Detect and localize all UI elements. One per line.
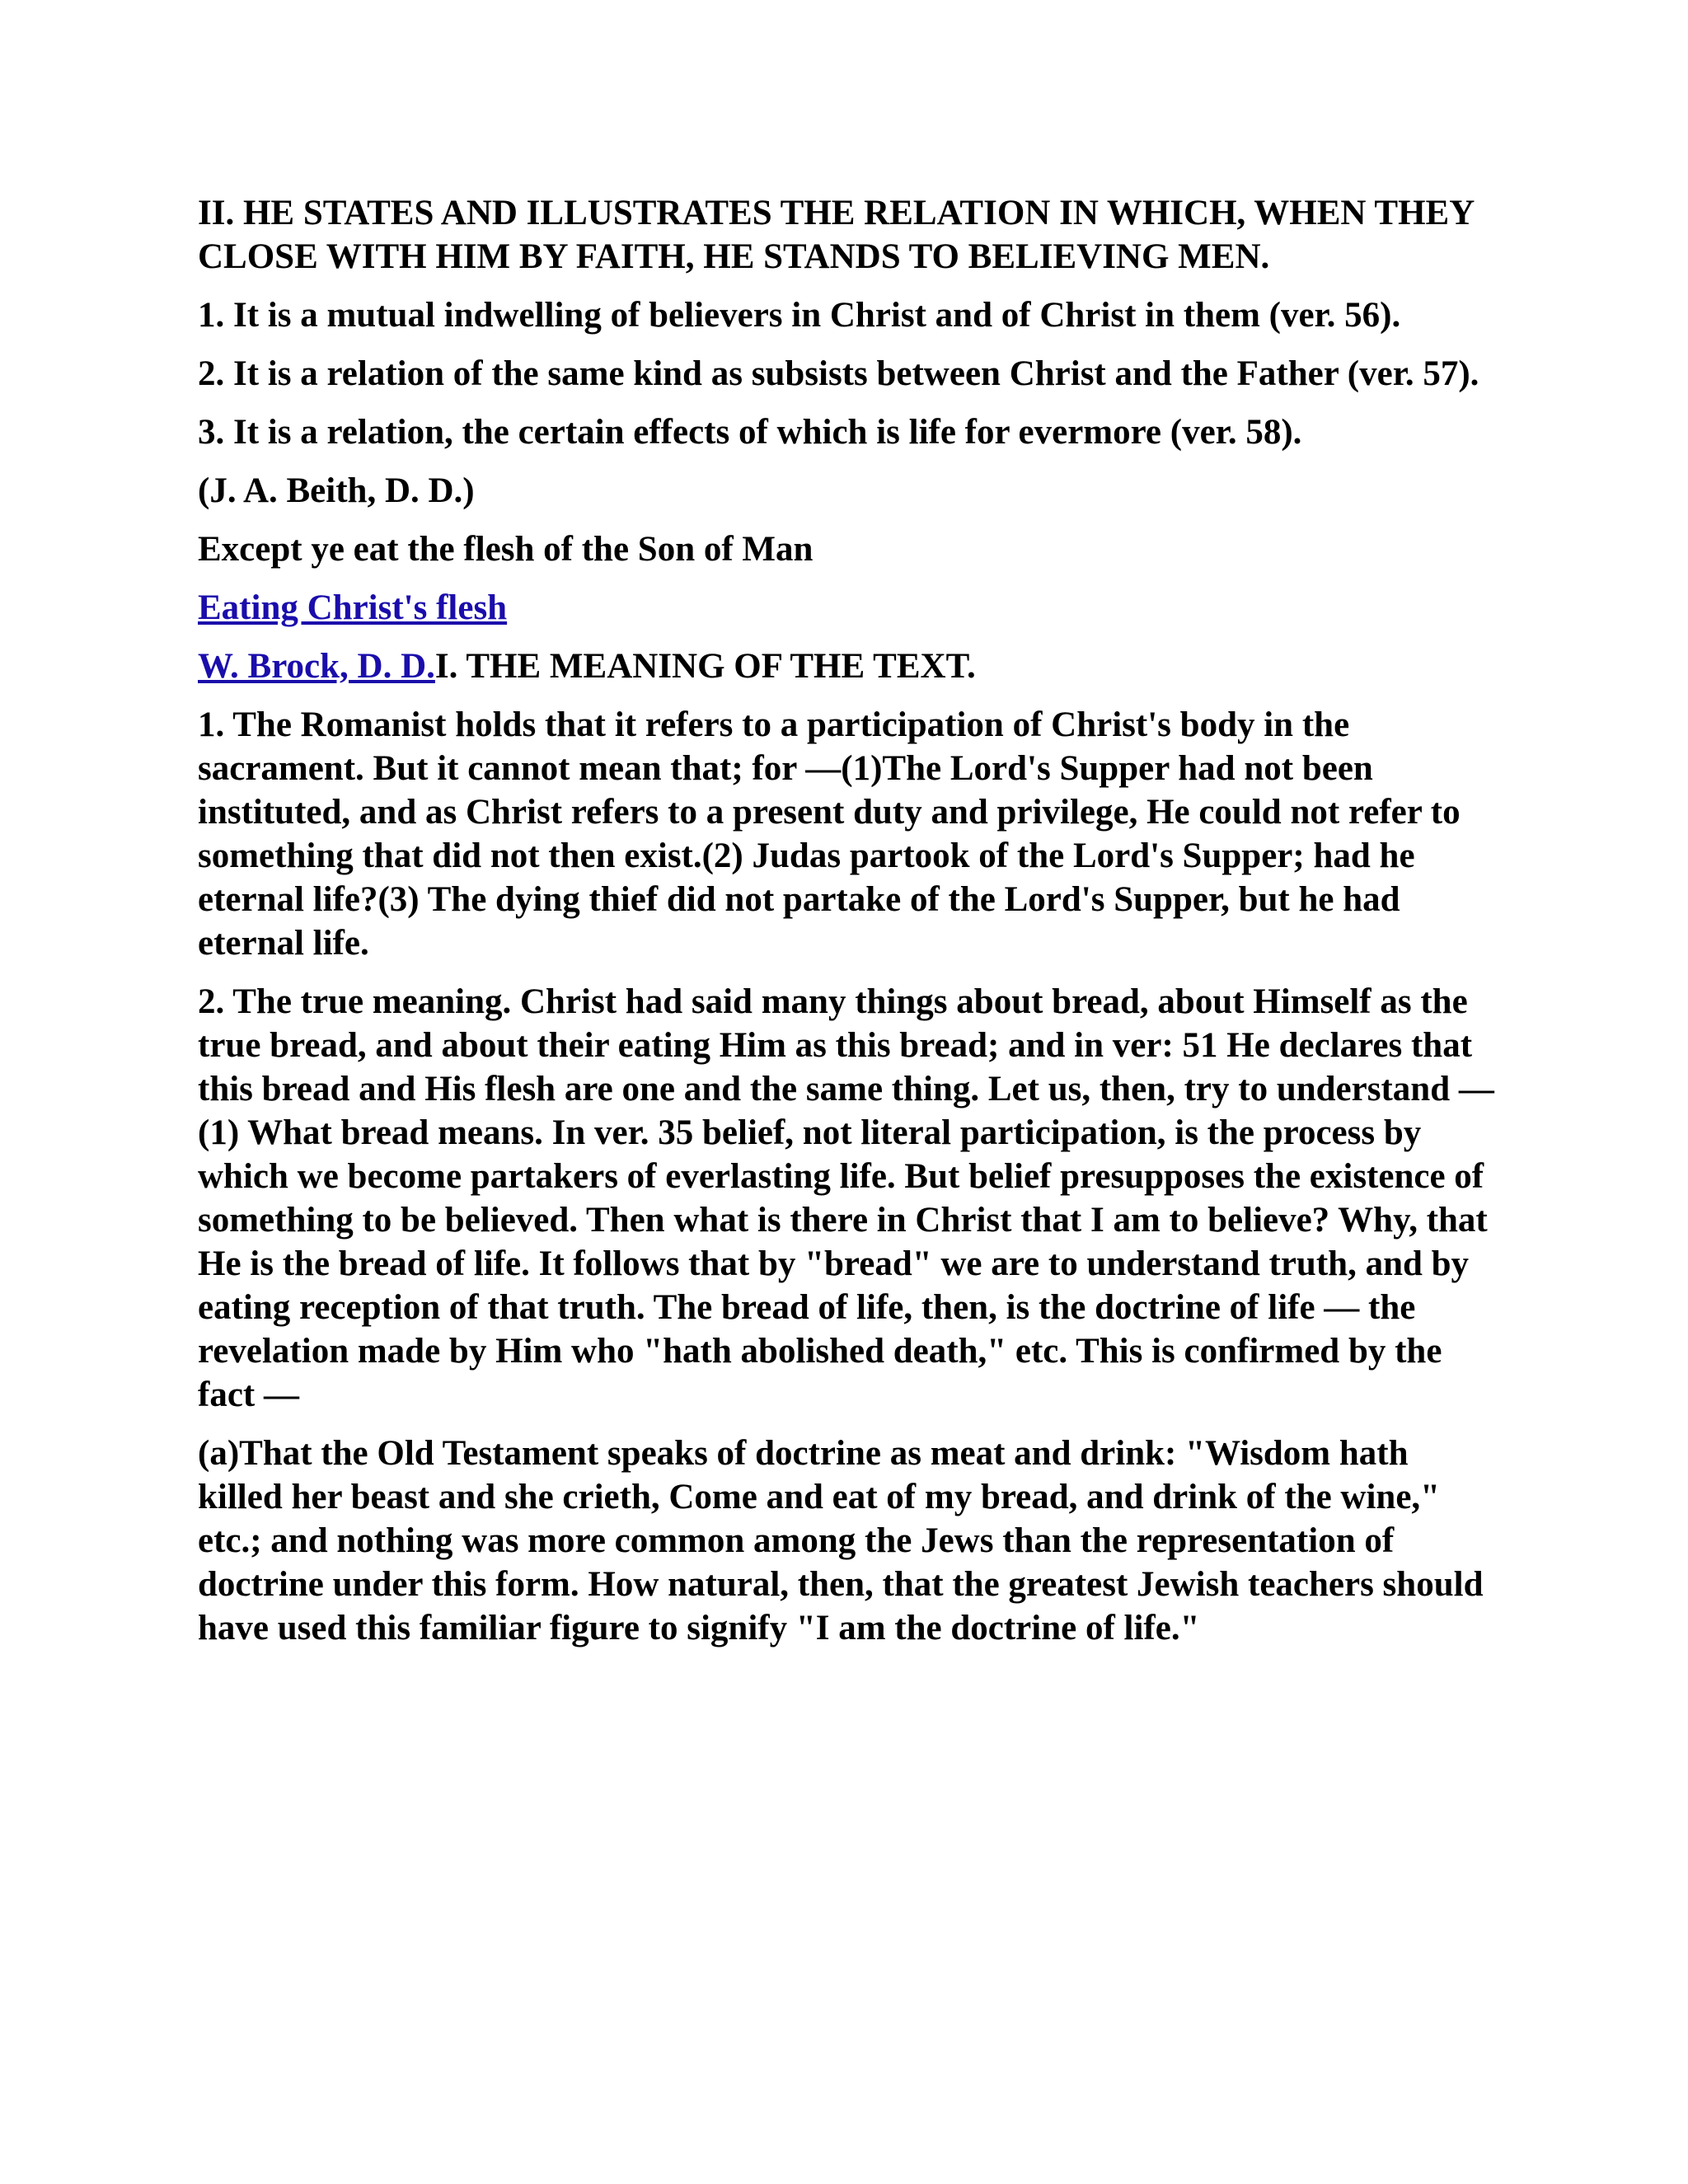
sermon-link-line [198,586,1500,630]
text-heading: Except ye eat the flesh of the Son of Man [198,530,814,569]
section-heading-relation: II. HE STATES AND ILLUSTRATES THE RELATION IN WHICH, WHEN THEY CLOSE WITH HIM BY FAITH, HE STANDS TO BELIEVING MEN. [198,194,1474,276]
point-same-kind-relation: 2. It is a relation of the same kind as subsists between Christ and the Father (ver. 57). [198,354,1479,393]
sermon-title-link[interactable]: Eating Christ's flesh [198,588,508,627]
author-line [198,644,1500,688]
attribution-beith: (J. A. Beith, D. D.) [198,471,475,510]
paragraph-romanist: 1. The Romanist holds that it refers to a participation of Christ's body in the sacrament. But it cannot mean that; for —(1)The Lord's Supper had not been instituted, and as Christ refers to a present duty and privilege, He could not refer to something that did not then exist.(2) Judas partook of the Lord's Supper; had he eternal life?(3) The dying thief did not partake of the Lord's Supper, but he had eternal life. [198,705,1461,963]
author-link[interactable]: W. Brock, D. D. [198,647,435,686]
point-mutual-indwelling: 1. It is a mutual indwelling of believers in Christ and of Christ in them (ver. 56). [198,296,1401,335]
point-life-evermore: 3. It is a relation, the certain effects of which is life for evermore (ver. 58). [198,413,1302,452]
meaning-of-text-heading: I. THE MEANING OF THE TEXT. [434,647,976,686]
paragraph-true-meaning: 2. The true meaning. Christ had said many things about bread, about Himself as the true bread, and about their eating Him as this bread; and in ver: 51 He declares that this bread and His flesh are one and the same thing. Let us, then, try to understand —(1) What bread means. In ver. 35 belief, not literal participation, is the process by which we become partakers of everlasting life. But belief presupposes the existence of something to be believed. Then what is there in Christ that I am to believe? Why, that He is the bread of life. It follows that by "bread" we are to understand truth, and by eating reception of that truth. The bread of life, then, is the doctrine of life — the revelation made by Him who "hath abolished death," etc. This is confirmed by the fact — [198,982,1494,1414]
document-page [198,191,1500,1665]
paragraph-old-testament: (a)That the Old Testament speaks of doctrine as meat and drink: "Wisdom hath killed her beast and she crieth, Come and eat of my bread, and drink of the wine," etc.; and nothing was more common among the Jews than the representation of doctrine under this form. How natural, then, that the greatest Jewish teachers should have used this familiar figure to signify "I am the doctrine of life." [198,1434,1484,1647]
